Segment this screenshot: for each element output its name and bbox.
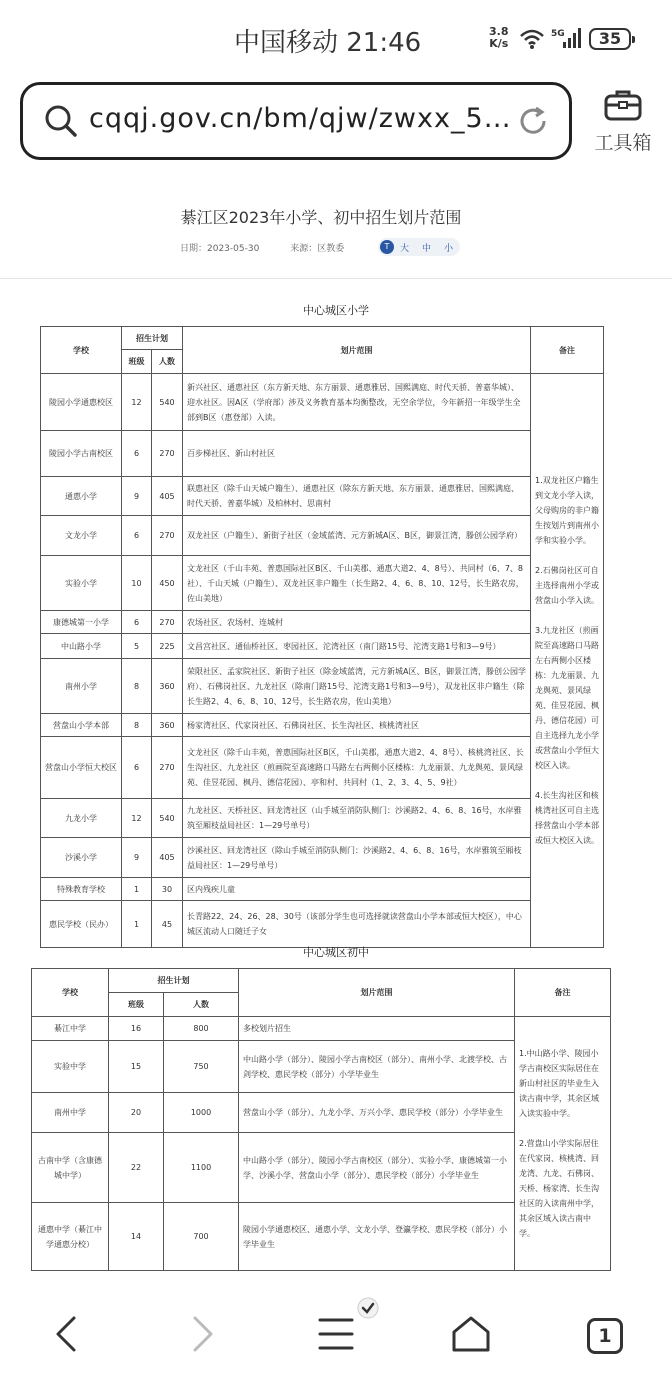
class-count: 9 <box>122 477 152 516</box>
school-name: 中山路小学 <box>41 634 122 659</box>
school-name: 沙溪小学 <box>41 838 122 878</box>
font-size-icon: T <box>380 240 394 254</box>
header-classes: 班级 <box>122 350 152 374</box>
carrier-time: 中国移动 21:46 <box>234 28 422 58</box>
school-name: 营盘山小学本部 <box>41 714 122 737</box>
primary-section-title: 中心城区小学 <box>303 304 369 317</box>
middle-notes: 1.中山路小学、陵园小学古南校区实际居住在新山村社区的毕业生入读古南中学，其余区域入读实验中学。 2.营盘山小学实际居住在代家岗、核桃湾、回龙湾、九龙、石佛岗、天桥、杨家湾、长生沟社区的入读南州中学，其余区域入读古南中学。 <box>515 1017 611 1271</box>
menu-icon[interactable] <box>316 1294 382 1356</box>
student-count: 45 <box>152 901 183 948</box>
middle-section-title: 中心城区初中 <box>303 946 369 959</box>
primary-notes: 1.双龙社区户籍生到文龙小学入读，父母购房的非户籍生按划片到南州小学和实验小学。 2.石佛岗社区可自主选择南州小学或营盘山小学入读。 3.九龙社区（煎画院至高速路口马路左右两侧小区楼栋：九龙丽景、九龙舆苑、景风绿苑、佳昱花园、枫丹、德信花园）可自主选择九龙小学或营盘山小学恒大校区入读。 4.长生沟社区和核桃湾社区可自主选择营盘山小学本部或恒大校区入读。 <box>531 374 604 948</box>
student-count: 225 <box>152 634 183 659</box>
zone-range: 中山路小学（部分）、陵园小学古南校区（部分）、南州小学、北渡学校、古剑学校、惠民学校（部分）小学毕业生 <box>239 1041 515 1093</box>
class-count: 8 <box>122 659 152 714</box>
school-name: 陵园小学古南校区 <box>41 431 122 477</box>
header-school: 学校 <box>41 327 122 374</box>
class-count: 1 <box>122 878 152 901</box>
zone-range: 九龙社区、天桥社区、回龙湾社区（山手城至消防队侧门：沙溪路2、4、6、8、16号，水岸雅筑至厢枝益局社区：1—29号单号） <box>183 799 531 838</box>
class-count: 6 <box>122 516 152 556</box>
student-count: 30 <box>152 878 183 901</box>
school-name: 九龙小学 <box>41 799 122 838</box>
primary-table <box>40 326 604 948</box>
bottom-nav <box>0 1288 672 1386</box>
student-count: 270 <box>152 516 183 556</box>
school-name: 通惠中学（綦江中学通惠分校） <box>32 1203 109 1271</box>
school-name: 南州小学 <box>41 659 122 714</box>
header-plan: 招生计划 <box>109 969 239 993</box>
school-name: 实验中学 <box>32 1041 109 1093</box>
zone-range: 文昌宫社区、通仙桥社区、枣园社区、沱湾社区（南门路15号、沱湾支路1号和3—9号） <box>183 634 531 659</box>
article-date: 日期：2023-05-30 <box>180 244 260 254</box>
zone-range: 农场社区、农场村、连城村 <box>183 611 531 634</box>
zone-range: 文龙社区（千山丰苑、普惠国际社区B区、千山美郡、通惠大道2、4、8号）、共同村（6、7、8社）、千山天城（户籍生）、双龙社区非户籍生（长生路2、4、6、8、10、12号，长生路农房，佐山美地） <box>183 556 531 611</box>
student-count: 270 <box>152 431 183 477</box>
header-students: 人数 <box>152 350 183 374</box>
class-count: 6 <box>122 611 152 634</box>
tabs-icon[interactable]: 1 <box>587 1318 623 1354</box>
forward-arrow-icon[interactable] <box>185 1314 219 1354</box>
signal-icon <box>551 27 583 49</box>
school-name: 南州中学 <box>32 1093 109 1133</box>
font-size-switcher <box>378 238 460 256</box>
zone-range: 荣限社区、孟家院社区、新街子社区（除金域蓝湾，元方新城A区、B区，御景江湾，滕创公园学府）、石佛岗社区、九龙社区（除南门路15号、沱湾支路1号和3—9号），双龙社区非户籍生（除长生路2、4、6、8、10、12号，长生路农房，佐山美地） <box>183 659 531 714</box>
class-count: 14 <box>109 1203 164 1271</box>
header-classes: 班级 <box>109 993 164 1017</box>
zone-range: 新兴社区、通惠社区（东方新天地、东方丽景、通惠雅居、国熙满庭、时代天骄、普嘉华城）、迎水社区。因A区（学府部）涉及义务教育基本均衡整改，无空余学位，今年新招一年级学生全部到B区（惠登部）入读。 <box>183 374 531 431</box>
class-count: 1 <box>122 901 152 948</box>
home-icon[interactable] <box>450 1314 492 1354</box>
header-notes: 备注 <box>531 327 604 374</box>
address-bar[interactable] <box>20 82 572 160</box>
article-source: 来源：区教委 <box>290 244 345 254</box>
student-count: 1100 <box>164 1133 239 1203</box>
student-count: 360 <box>152 659 183 714</box>
zone-range: 杨家湾社区、代家岗社区、石佛岗社区、长生沟社区、核桃湾社区 <box>183 714 531 737</box>
zone-range: 沙溪社区、回龙湾社区（除山手城至消防队侧门：沙溪路2、4、6、8、16号，水岸雅筑至厢枝益局社区：1—29号单号） <box>183 838 531 878</box>
class-count: 9 <box>122 838 152 878</box>
school-name: 实验小学 <box>41 556 122 611</box>
middle-table <box>31 968 611 1271</box>
zone-range: 联惠社区（除千山天城户籍生）、通惠社区（除东方新天地、东方丽景、通惠雅居、国熙满庭、时代天骄、普嘉华城）及柏林村、思南村 <box>183 477 531 516</box>
header-range: 划片范围 <box>239 969 515 1017</box>
school-name: 特殊教育学校 <box>41 878 122 901</box>
student-count: 405 <box>152 477 183 516</box>
zone-range: 文龙社区（除千山丰苑，普惠国际社区B区，千山美郡，通惠大道2、4、8号）、核桃湾社区、长生沟社区、九龙社区（煎画院至高速路口马路左右两侧小区楼栋：九龙丽景、九龙舆苑、景风绿苑、佳昱花园、枫丹、德信花园）、亭和村、共同村（1、2、3、4、5、9社） <box>183 737 531 799</box>
school-name: 陵园小学通惠校区 <box>41 374 122 431</box>
header-divider <box>0 278 672 279</box>
wifi-icon <box>519 28 545 50</box>
zone-range: 多校划片招生 <box>239 1017 515 1041</box>
header-range: 划片范围 <box>183 327 531 374</box>
reload-icon[interactable] <box>517 105 549 137</box>
school-name: 惠民学校（民办） <box>41 901 122 948</box>
article-title: 綦江区2023年小学、初中招生划片范围 <box>180 208 462 227</box>
student-count: 700 <box>164 1203 239 1271</box>
class-count: 22 <box>109 1133 164 1203</box>
class-count: 6 <box>122 737 152 799</box>
article-meta <box>180 241 372 254</box>
zone-range: 长青路22、24、26、28、30号（该部分学生也可选择就读营盘山小学本部或恒大校区），中心城区流动人口随迁子女 <box>183 901 531 948</box>
class-count: 16 <box>109 1017 164 1041</box>
font-small-option[interactable]: 小 <box>444 244 454 254</box>
school-name: 綦江中学 <box>32 1017 109 1041</box>
class-count: 12 <box>122 799 152 838</box>
student-count: 270 <box>152 737 183 799</box>
class-count: 5 <box>122 634 152 659</box>
school-name: 通惠小学 <box>41 477 122 516</box>
font-medium-option[interactable]: 中 <box>422 244 432 254</box>
class-count: 15 <box>109 1041 164 1093</box>
zone-range: 陵园小学通惠校区、通惠小学、文龙小学、登瀛学校、惠民学校（部分）小学毕业生 <box>239 1203 515 1271</box>
zone-range: 百步梯社区、新山村社区 <box>183 431 531 477</box>
school-name: 古南中学（含康德城中学） <box>32 1133 109 1203</box>
zone-range: 中山路小学（部分）、陵园小学古南校区（部分）、实验小学、康德城第一小学、沙溪小学、营盘山小学（部分）、惠民学校（部分）小学毕业生 <box>239 1133 515 1203</box>
url-text[interactable]: cqqj.gov.cn/bm/qjw/zwxx_5… <box>89 103 512 134</box>
student-count: 540 <box>152 799 183 838</box>
student-count: 270 <box>152 611 183 634</box>
font-large-option[interactable]: 大 <box>400 244 410 254</box>
school-name: 文龙小学 <box>41 516 122 556</box>
svg-text:5G: 5G <box>551 29 565 39</box>
school-name: 营盘山小学恒大校区 <box>41 737 122 799</box>
student-count: 800 <box>164 1017 239 1041</box>
status-bar <box>0 0 672 78</box>
student-count: 405 <box>152 838 183 878</box>
class-count: 20 <box>109 1093 164 1133</box>
header-notes: 备注 <box>515 969 611 1017</box>
header-plan: 招生计划 <box>122 327 183 350</box>
search-icon <box>43 103 79 139</box>
zone-range: 双龙社区（户籍生）、新街子社区（金域蓝湾、元方新城A区、B区，御景江湾，滕创公园学府） <box>183 516 531 556</box>
toolbox-label: 工具箱 <box>594 132 652 154</box>
school-name: 康德城第一小学 <box>41 611 122 634</box>
student-count: 1000 <box>164 1093 239 1133</box>
battery-icon: 35 <box>589 28 631 50</box>
student-count: 540 <box>152 374 183 431</box>
header-school: 学校 <box>32 969 109 1017</box>
network-speed: 3.8 K/s <box>489 25 509 50</box>
class-count: 12 <box>122 374 152 431</box>
class-count: 10 <box>122 556 152 611</box>
student-count: 450 <box>152 556 183 611</box>
class-count: 8 <box>122 714 152 737</box>
student-count: 750 <box>164 1041 239 1093</box>
class-count: 6 <box>122 431 152 477</box>
student-count: 360 <box>152 714 183 737</box>
toolbox-button[interactable] <box>590 88 656 155</box>
zone-range: 区内残疾儿童 <box>183 878 531 901</box>
toolbox-icon <box>603 88 643 122</box>
zone-range: 营盘山小学（部分）、九龙小学、万兴小学、惠民学校（部分）小学毕业生 <box>239 1093 515 1133</box>
back-arrow-icon[interactable] <box>50 1314 84 1354</box>
header-students: 人数 <box>164 993 239 1017</box>
